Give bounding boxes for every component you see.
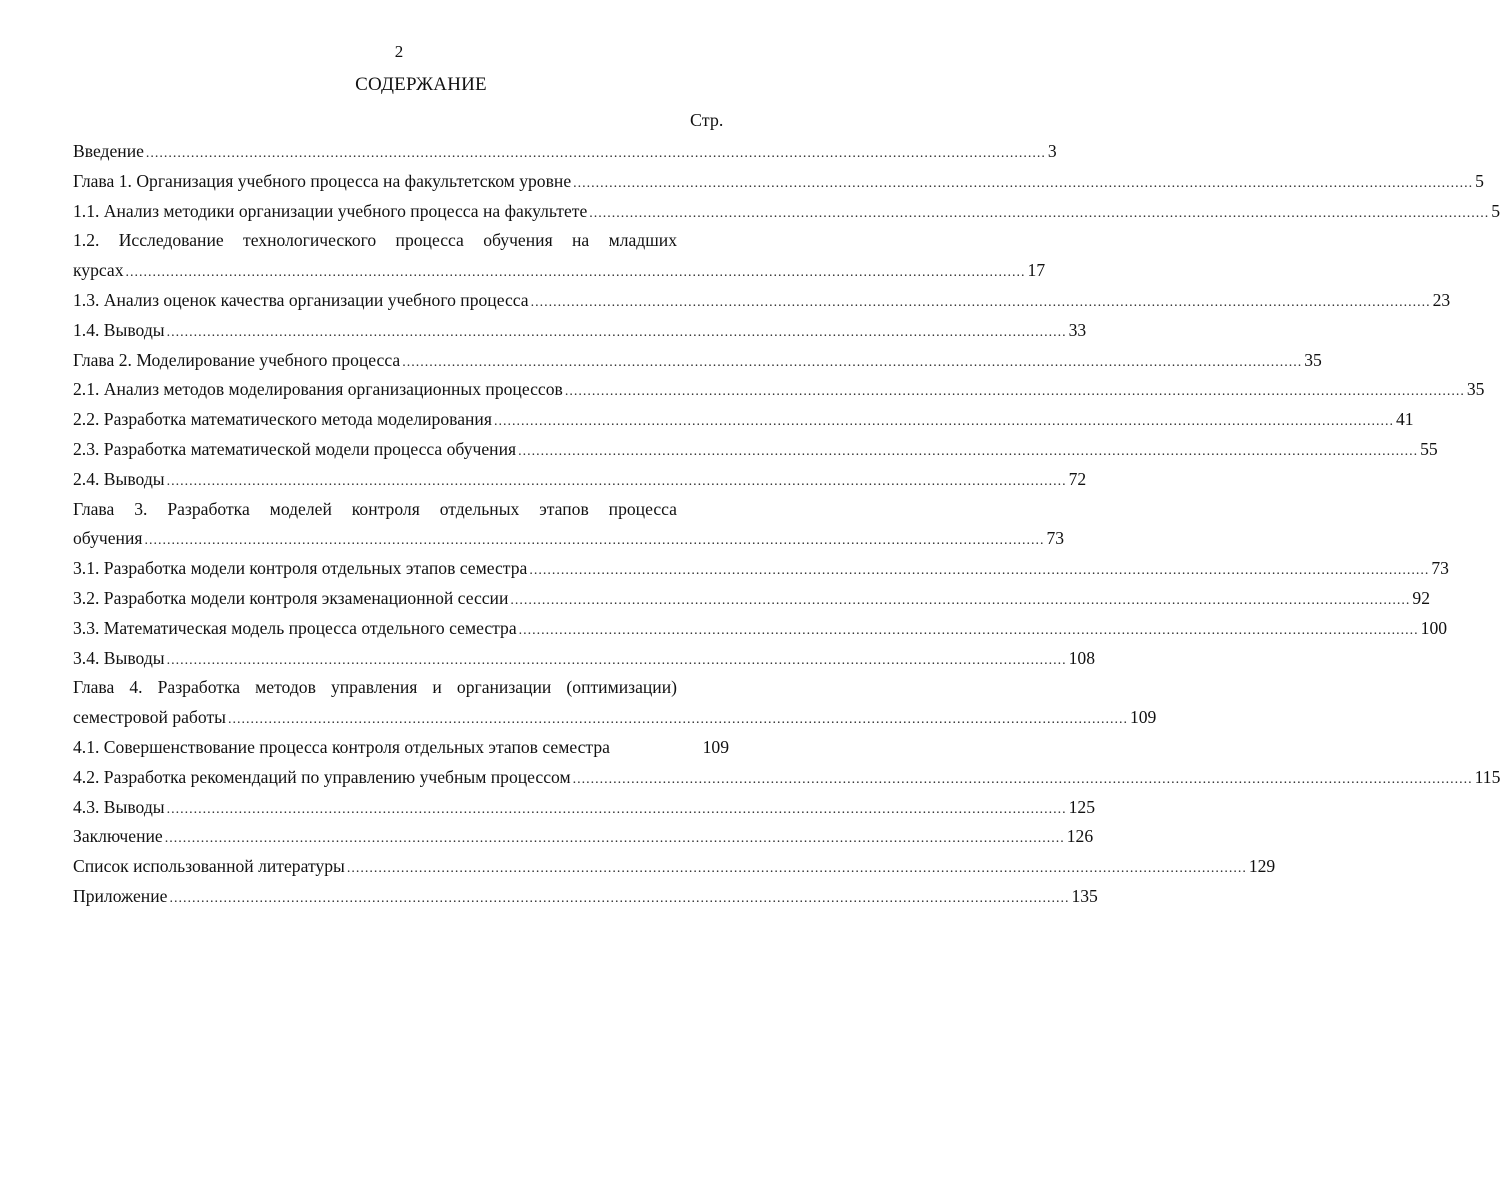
toc-entry	[73, 375, 1485, 405]
toc-entry-page: 109	[702, 736, 729, 757]
toc-entry-text: Глава 4. Разработка методов управления и организации (оптимизации)	[73, 677, 677, 698]
toc-entry-page: 55	[1420, 438, 1438, 459]
page-title: СОДЕРЖАНИЕ	[355, 74, 487, 95]
toc-entry	[73, 554, 1449, 584]
toc-entry-line	[73, 673, 733, 703]
toc-entry-page: 3	[1047, 141, 1057, 161]
page-number: 2	[394, 42, 404, 61]
dot-leader: ........................................................................................................................................................................................................	[530, 294, 1431, 310]
toc-entry	[73, 435, 1438, 465]
toc-entry-page: 73	[1046, 528, 1065, 549]
dot-leader: ........................................................................................................................................................................................................	[518, 622, 1419, 638]
toc-entry-text: 1.3. Анализ оценок качества организации учебного процесса	[73, 289, 529, 310]
toc-entry-text: 3.3. Математическая модель процесса отдельного семестра	[73, 617, 517, 638]
toc-entry	[73, 882, 1098, 912]
toc-entry-page: 35	[1304, 349, 1322, 370]
toc-entry-page: 129	[1248, 856, 1276, 877]
toc-entry-text: 3.2. Разработка модели контроля экзаменационной сессии	[73, 587, 509, 608]
toc-entry	[73, 644, 1095, 674]
toc-entry	[73, 286, 1451, 316]
dot-leader: ........................................................................................................................................................................................................	[227, 712, 1128, 728]
dot-leader: ........................................................................................................................................................................................................	[125, 265, 1026, 281]
toc-entry-page: 17	[1027, 260, 1046, 281]
dot-leader: ........................................................................................................................................................................................................	[564, 384, 1465, 400]
toc-entry-page: 5	[1491, 200, 1501, 221]
toc-entry	[73, 733, 733, 763]
toc-entry-text: Введение	[73, 141, 144, 161]
toc-entry	[73, 763, 1501, 793]
toc-entry-line	[73, 495, 733, 525]
dot-leader: ........................................................................................................................................................................................................	[166, 652, 1067, 668]
dot-leader: ........................................................................................................................................................................................................	[510, 592, 1411, 608]
dot-leader: ........................................................................................................................................................................................................	[346, 861, 1247, 877]
toc-entry-page: 35	[1466, 379, 1485, 400]
toc-entry-text: Приложение	[73, 885, 168, 906]
toc-entry-text: 4.1. Совершенствование процесса контроля отдельных этапов семестра	[73, 736, 610, 757]
dot-leader: ........................................................................................................................................................................................................	[145, 146, 1046, 161]
dot-leader: ........................................................................................................................................................................................................	[572, 771, 1473, 787]
dot-leader: ........................................................................................................................................................................................................	[518, 443, 1419, 459]
toc-entry-text: 1.2. Исследование технологического процесса обучения на младших	[73, 230, 677, 251]
toc-entry-page: 108	[1068, 647, 1095, 668]
dot-leader: ........................................................................................................................................................................................................	[589, 205, 1490, 221]
toc-entry-page: 23	[1432, 289, 1451, 310]
toc-entry-text: обучения	[73, 528, 143, 549]
toc-entry-text: 1.4. Выводы	[73, 319, 165, 340]
toc-entry	[73, 405, 1414, 435]
toc-entry-text: семестровой работы	[73, 707, 226, 728]
toc-entry	[73, 703, 1157, 733]
toc-entry-line	[73, 226, 733, 256]
toc-entry-text: 2.1. Анализ методов моделирования организационных процессов	[73, 379, 563, 400]
toc-entry-text: Глава 2. Моделирование учебного процесса	[73, 349, 401, 370]
dot-leader: ........................................................................................................................................................................................................	[166, 801, 1067, 817]
toc-entry	[73, 197, 1501, 227]
toc-entry	[73, 793, 1095, 823]
page-column-header: Стр.	[690, 110, 724, 130]
toc-entry	[73, 822, 1094, 852]
toc-entry-text: Список использованной литературы	[73, 856, 345, 877]
dot-leader: ........................................................................................................................................................................................................	[166, 473, 1067, 489]
toc-entry	[73, 584, 1430, 614]
toc-entry	[73, 346, 1322, 376]
toc-entry-text: Заключение	[73, 826, 163, 847]
dot-leader: ........................................................................................................................................................................................................	[164, 831, 1065, 847]
toc-entry-text: 2.4. Выводы	[73, 468, 165, 489]
toc-entry	[73, 256, 1046, 286]
toc-entry-text: 3.1. Разработка модели контроля отдельных этапов семестра	[73, 558, 528, 579]
toc-entry	[73, 137, 1057, 167]
dot-leader: ........................................................................................................................................................................................................	[144, 533, 1045, 549]
dot-leader: ........................................................................................................................................................................................................	[493, 414, 1394, 430]
toc-entry	[73, 167, 1484, 197]
toc-entry-text: 3.4. Выводы	[73, 647, 165, 668]
dot-leader: ........................................................................................................................................................................................................	[573, 175, 1474, 191]
dot-leader: ........................................................................................................................................................................................................	[529, 563, 1430, 579]
table-of-contents	[73, 137, 1501, 912]
toc-entry-text: 2.3. Разработка математической модели процесса обучения	[73, 438, 517, 459]
toc-entry-text: Глава 3. Разработка моделей контроля отдельных этапов процесса	[73, 498, 677, 519]
toc-entry	[73, 316, 1087, 346]
toc-entry-text: 4.2. Разработка рекомендаций по управлению учебным процессом	[73, 766, 571, 787]
toc-entry-page: 41	[1395, 409, 1414, 430]
toc-entry-page: 5	[1475, 170, 1484, 191]
toc-entry-page: 33	[1068, 319, 1087, 340]
toc-entry-page: 126	[1066, 826, 1094, 847]
toc-entry-text: курсах	[73, 260, 124, 281]
toc-entry-text: 1.1. Анализ методики организации учебного процесса на факультете	[73, 200, 588, 221]
toc-entry-page: 92	[1412, 587, 1430, 608]
toc-entry-text: Глава 1. Организация учебного процесса на факультетском уровне	[73, 170, 572, 191]
toc-entry	[73, 524, 1065, 554]
toc-entry-page: 109	[1129, 707, 1157, 728]
toc-entry	[73, 465, 1087, 495]
toc-entry-text: 2.2. Разработка математического метода моделирования	[73, 409, 492, 430]
toc-entry-page: 135	[1071, 885, 1098, 906]
toc-entry-page: 100	[1420, 617, 1448, 638]
toc-entry	[73, 852, 1276, 882]
toc-entry-page: 72	[1068, 468, 1087, 489]
toc-entry-page: 125	[1068, 796, 1095, 817]
toc-entry	[73, 614, 1448, 644]
dot-leader: ........................................................................................................................................................................................................	[169, 890, 1070, 906]
dot-leader: ........................................................................................................................................................................................................	[402, 354, 1303, 370]
toc-entry-text: 4.3. Выводы	[73, 796, 165, 817]
toc-entry-page: 115	[1474, 766, 1501, 787]
toc-entry-page: 73	[1431, 558, 1449, 579]
dot-leader: ........................................................................................................................................................................................................	[166, 324, 1067, 340]
